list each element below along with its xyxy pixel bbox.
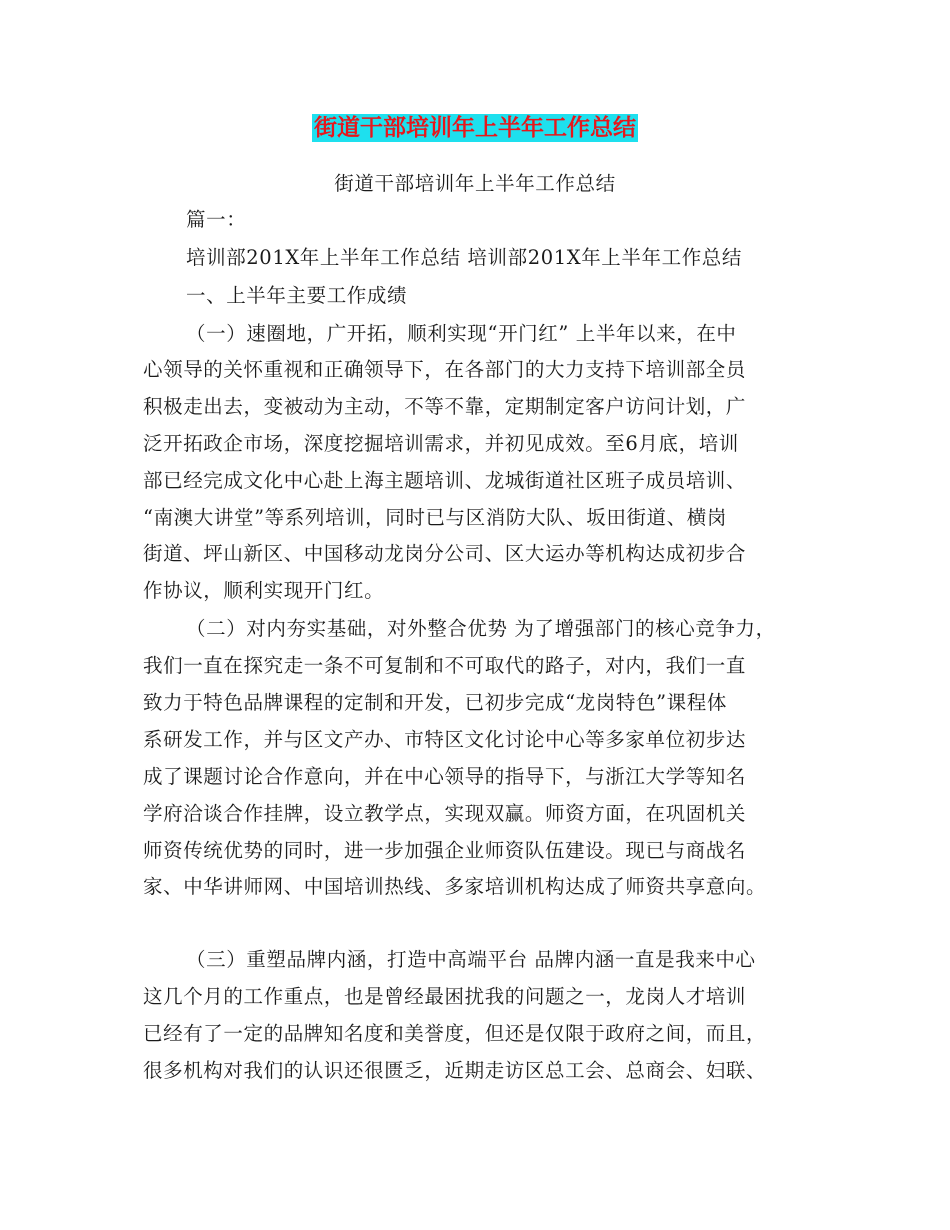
report-heading: 培训部201X年上半年工作总结 培训部201X年上半年工作总结 [186,246,743,269]
paragraph-line: 致力于特色品牌课程的定制和开发，已初步完成“龙岗特色”课程体 [143,691,727,714]
paragraph-line: 学府洽谈合作挂牌，设立教学点，实现双赢。师资方面，在巩固机关 [143,802,747,825]
document-title-text: 街道干部培训年上半年工作总结 [314,115,636,141]
section-heading: 篇一： [186,208,247,231]
paragraph-line: 部已经完成文化中心赴上海主题培训、龙城街道社区班子成员培训、 [143,469,747,492]
paragraph-line: “南澳大讲堂”等系列培训，同时已与区消防大队、坂田街道、横岗 [143,506,727,529]
paragraph-line: 已经有了一定的品牌知名度和美誉度，但还是仅限于政府之间，而且， [143,1022,767,1045]
paragraph-line: 家、中华讲师网、中国培训热线、多家培训机构达成了师资共享意向。 [143,875,767,898]
paragraph-line: 街道、坪山新区、中国移动龙岗分公司、区大运办等机构达成初步合 [143,542,747,565]
document-title [0,112,950,144]
paragraph-line: 很多机构对我们的认识还很匮乏，近期走访区总工会、总商会、妇联、 [143,1059,767,1082]
paragraph-line: 师资传统优势的同时，进一步加强企业师资队伍建设。现已与商战名 [143,839,747,862]
document-subtitle: 街道干部培训年上半年工作总结 [334,172,616,195]
subsection-heading: 一、上半年主要工作成绩 [186,284,408,307]
paragraph-line: 作协议，顺利实现开门红。 [143,579,385,602]
paragraph-line: 成了课题讨论合作意向，并在中心领导的指导下，与浙江大学等知名 [143,765,747,788]
paragraph-line: （一）速圈地，广开拓，顺利实现“开门红” 上半年以来，在中 [186,322,737,345]
paragraph-line: 泛开拓政企市场，深度挖掘培训需求，并初见成效。至6月底，培训 [143,432,739,455]
paragraph-line: （二）对内夯实基础，对外整合优势 为了增强部门的核心竞争力， [186,617,776,640]
paragraph-line: 系研发工作，并与区文产办、市特区文化讨论中心等多家单位初步达 [143,728,747,751]
paragraph-line: 我们一直在探究走一条不可复制和不可取代的路子，对内，我们一直 [143,654,747,677]
paragraph-line: 这几个月的工作重点，也是曾经最困扰我的问题之一，龙岗人才培训 [143,985,747,1008]
paragraph-line: 积极走出去，变被动为主动，不等不靠，定期制定客户访问计划，广 [143,395,747,418]
paragraph-line: 心领导的关怀重视和正确领导下，在各部门的大力支持下培训部全员 [143,358,747,381]
paragraph-line: （三）重塑品牌内涵，打造中高端平台 品牌内涵一直是我来中心 [186,948,756,971]
